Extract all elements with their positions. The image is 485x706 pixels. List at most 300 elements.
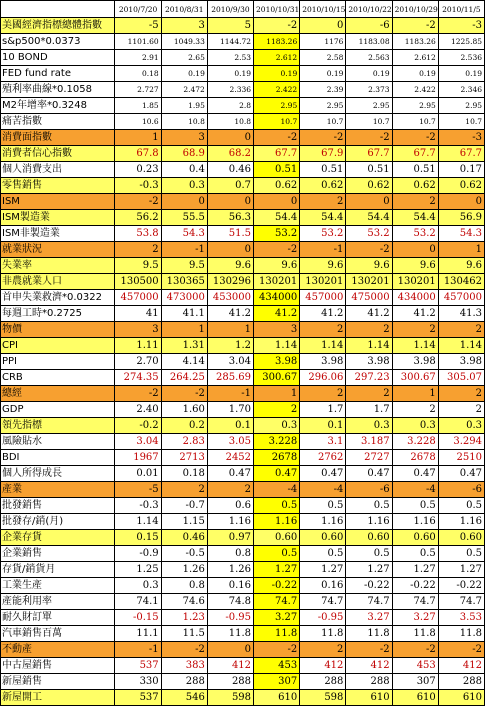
value-cell[interactable]: -2 bbox=[300, 130, 346, 146]
value-cell[interactable]: 2.95 bbox=[254, 98, 300, 114]
value-cell[interactable]: 1.25 bbox=[115, 562, 161, 578]
value-cell[interactable]: 0 bbox=[346, 194, 392, 210]
value-cell[interactable]: 412 bbox=[438, 658, 484, 674]
indicator-label-cell[interactable]: 存貨/銷貨月 bbox=[1, 562, 115, 578]
value-cell[interactable]: 1.27 bbox=[438, 562, 484, 578]
value-cell[interactable]: 1.2 bbox=[207, 338, 253, 354]
value-cell[interactable]: 74.7 bbox=[346, 594, 392, 610]
value-cell[interactable]: 0.2 bbox=[161, 418, 207, 434]
value-cell[interactable]: 598 bbox=[300, 690, 346, 706]
value-cell[interactable]: 2 bbox=[300, 194, 346, 210]
value-cell[interactable]: 9.6 bbox=[207, 258, 253, 274]
value-cell[interactable]: -0.22 bbox=[392, 578, 438, 594]
value-cell[interactable]: 1.27 bbox=[392, 562, 438, 578]
value-cell[interactable]: 2 bbox=[438, 322, 484, 338]
value-cell[interactable]: 2.95 bbox=[300, 98, 346, 114]
value-cell[interactable]: 10.8 bbox=[161, 114, 207, 130]
indicator-label-cell[interactable]: 個人所得成長 bbox=[1, 466, 115, 482]
value-cell[interactable]: 130365 bbox=[161, 274, 207, 290]
value-cell[interactable]: -0.3 bbox=[115, 178, 161, 194]
value-cell[interactable]: 0.62 bbox=[438, 178, 484, 194]
value-cell[interactable]: 1183.26 bbox=[392, 34, 438, 50]
value-cell[interactable]: 288 bbox=[161, 674, 207, 690]
indicator-label-cell[interactable]: 非農就業人口 bbox=[1, 274, 115, 290]
value-cell[interactable]: 0.51 bbox=[254, 162, 300, 178]
value-cell[interactable]: 0 bbox=[300, 18, 346, 34]
indicator-label-cell[interactable]: 工業生產 bbox=[1, 578, 115, 594]
value-cell[interactable]: 3.04 bbox=[115, 434, 161, 450]
value-cell[interactable]: 3 bbox=[115, 322, 161, 338]
value-cell[interactable]: 2 bbox=[254, 402, 300, 418]
indicator-label-cell[interactable]: 每週工時*0.2725 bbox=[1, 306, 115, 322]
indicator-label-cell[interactable]: 消費面指數 bbox=[1, 130, 115, 146]
value-cell[interactable]: 1.27 bbox=[254, 562, 300, 578]
indicator-label-cell[interactable]: 批發存/銷(月) bbox=[1, 514, 115, 530]
value-cell[interactable]: 2 bbox=[300, 386, 346, 402]
value-cell[interactable]: 0.62 bbox=[300, 178, 346, 194]
value-cell[interactable]: 67.8 bbox=[115, 146, 161, 162]
value-cell[interactable]: 3.04 bbox=[207, 354, 253, 370]
value-cell[interactable]: 11.1 bbox=[115, 626, 161, 642]
value-cell[interactable]: 1.15 bbox=[161, 514, 207, 530]
value-cell[interactable]: -1 bbox=[300, 242, 346, 258]
value-cell[interactable]: 2452 bbox=[207, 450, 253, 466]
value-cell[interactable]: 0.51 bbox=[300, 162, 346, 178]
value-cell[interactable]: 67.7 bbox=[254, 146, 300, 162]
value-cell[interactable]: 0.3 bbox=[346, 418, 392, 434]
value-cell[interactable]: 3.228 bbox=[254, 434, 300, 450]
value-cell[interactable]: 53.2 bbox=[392, 226, 438, 242]
value-cell[interactable]: 610 bbox=[346, 690, 392, 706]
value-cell[interactable]: -2 bbox=[392, 642, 438, 658]
value-cell[interactable]: 54.4 bbox=[346, 210, 392, 226]
indicator-label-cell[interactable]: 風險貼水 bbox=[1, 434, 115, 450]
value-cell[interactable]: 9.6 bbox=[346, 258, 392, 274]
value-cell[interactable]: -3 bbox=[438, 130, 484, 146]
value-cell[interactable]: 0.5 bbox=[346, 498, 392, 514]
value-cell[interactable]: 0.23 bbox=[115, 162, 161, 178]
value-cell[interactable]: 2.83 bbox=[161, 434, 207, 450]
value-cell[interactable]: 1.14 bbox=[392, 338, 438, 354]
value-cell[interactable]: 67.7 bbox=[438, 146, 484, 162]
value-cell[interactable]: 0 bbox=[207, 242, 253, 258]
value-cell[interactable]: 11.8 bbox=[207, 626, 253, 642]
value-cell[interactable]: 3 bbox=[161, 130, 207, 146]
value-cell[interactable]: 0.6 bbox=[207, 498, 253, 514]
value-cell[interactable]: 1.14 bbox=[115, 514, 161, 530]
value-cell[interactable]: 1.85 bbox=[115, 98, 161, 114]
value-cell[interactable]: 51.5 bbox=[207, 226, 253, 242]
value-cell[interactable]: 264.25 bbox=[161, 370, 207, 386]
value-cell[interactable]: 2.95 bbox=[438, 98, 484, 114]
value-cell[interactable]: 53.2 bbox=[346, 226, 392, 242]
value-cell[interactable]: 1.95 bbox=[161, 98, 207, 114]
value-cell[interactable]: 2.346 bbox=[438, 82, 484, 98]
date-header-cell[interactable]: 2010/10/15 bbox=[300, 1, 346, 18]
value-cell[interactable]: -2 bbox=[392, 18, 438, 34]
indicator-label-cell[interactable]: ISM bbox=[1, 194, 115, 210]
value-cell[interactable]: -0.22 bbox=[254, 578, 300, 594]
value-cell[interactable]: 453 bbox=[254, 658, 300, 674]
value-cell[interactable]: 54.4 bbox=[392, 210, 438, 226]
value-cell[interactable]: 9.6 bbox=[438, 258, 484, 274]
value-cell[interactable]: 0.5 bbox=[438, 546, 484, 562]
value-cell[interactable]: 0.62 bbox=[392, 178, 438, 194]
value-cell[interactable]: -4 bbox=[300, 482, 346, 498]
value-cell[interactable]: 41.2 bbox=[254, 306, 300, 322]
value-cell[interactable]: 0 bbox=[207, 130, 253, 146]
indicator-label-cell[interactable]: 新屋開工 bbox=[1, 690, 115, 706]
value-cell[interactable]: 0.60 bbox=[300, 530, 346, 546]
value-cell[interactable]: 41.3 bbox=[438, 306, 484, 322]
value-cell[interactable]: 2510 bbox=[438, 450, 484, 466]
value-cell[interactable]: 0 bbox=[438, 194, 484, 210]
value-cell[interactable]: 0.15 bbox=[115, 530, 161, 546]
value-cell[interactable]: -2 bbox=[254, 18, 300, 34]
value-cell[interactable]: 0.47 bbox=[300, 466, 346, 482]
value-cell[interactable]: 41.2 bbox=[300, 306, 346, 322]
value-cell[interactable]: 2727 bbox=[346, 450, 392, 466]
value-cell[interactable]: 68.2 bbox=[207, 146, 253, 162]
value-cell[interactable]: 3.294 bbox=[438, 434, 484, 450]
value-cell[interactable]: 0.19 bbox=[392, 66, 438, 82]
value-cell[interactable]: 3.187 bbox=[346, 434, 392, 450]
value-cell[interactable]: 0.97 bbox=[207, 530, 253, 546]
value-cell[interactable]: 41.1 bbox=[161, 306, 207, 322]
value-cell[interactable]: 2 bbox=[207, 482, 253, 498]
value-cell[interactable]: 74.7 bbox=[438, 594, 484, 610]
value-cell[interactable]: -2 bbox=[346, 642, 392, 658]
value-cell[interactable]: 10.7 bbox=[254, 114, 300, 130]
value-cell[interactable]: -0.22 bbox=[346, 578, 392, 594]
value-cell[interactable]: 0.62 bbox=[346, 178, 392, 194]
value-cell[interactable]: 288 bbox=[346, 674, 392, 690]
value-cell[interactable]: 3.98 bbox=[392, 354, 438, 370]
value-cell[interactable]: -0.7 bbox=[161, 498, 207, 514]
value-cell[interactable]: 0.19 bbox=[300, 66, 346, 82]
date-header-cell[interactable]: 2010/10/31 bbox=[254, 1, 300, 18]
indicator-label-cell[interactable]: M2年增率*0.3248 bbox=[1, 98, 115, 114]
indicator-label-cell[interactable]: 10 BOND bbox=[1, 50, 115, 66]
value-cell[interactable]: 288 bbox=[300, 674, 346, 690]
value-cell[interactable]: -0.9 bbox=[115, 546, 161, 562]
value-cell[interactable]: 0.18 bbox=[161, 466, 207, 482]
value-cell[interactable]: 0.18 bbox=[115, 66, 161, 82]
value-cell[interactable]: 9.6 bbox=[300, 258, 346, 274]
value-cell[interactable]: 2.70 bbox=[115, 354, 161, 370]
value-cell[interactable]: 55.5 bbox=[161, 210, 207, 226]
value-cell[interactable]: 130201 bbox=[300, 274, 346, 290]
value-cell[interactable]: 10.8 bbox=[207, 114, 253, 130]
value-cell[interactable]: 130201 bbox=[346, 274, 392, 290]
value-cell[interactable]: 2 bbox=[300, 322, 346, 338]
indicator-label-cell[interactable]: 失業率 bbox=[1, 258, 115, 274]
value-cell[interactable]: 307 bbox=[392, 674, 438, 690]
value-cell[interactable]: 3.98 bbox=[254, 354, 300, 370]
indicator-label-cell[interactable]: BDI bbox=[1, 450, 115, 466]
value-cell[interactable]: 1225.85 bbox=[438, 34, 484, 50]
value-cell[interactable]: 1 bbox=[115, 130, 161, 146]
value-cell[interactable]: 10.7 bbox=[300, 114, 346, 130]
value-cell[interactable]: -2 bbox=[115, 194, 161, 210]
value-cell[interactable]: 0.51 bbox=[392, 162, 438, 178]
value-cell[interactable]: 1.16 bbox=[207, 514, 253, 530]
value-cell[interactable]: 3.228 bbox=[392, 434, 438, 450]
indicator-label-cell[interactable]: ISM非製造業 bbox=[1, 226, 115, 242]
value-cell[interactable]: 2.422 bbox=[392, 82, 438, 98]
value-cell[interactable]: 0.60 bbox=[392, 530, 438, 546]
value-cell[interactable]: 0.47 bbox=[392, 466, 438, 482]
value-cell[interactable]: 2.8 bbox=[207, 98, 253, 114]
value-cell[interactable]: 0.4 bbox=[161, 162, 207, 178]
value-cell[interactable]: 2.727 bbox=[115, 82, 161, 98]
value-cell[interactable]: 41 bbox=[115, 306, 161, 322]
value-cell[interactable]: 0.8 bbox=[161, 578, 207, 594]
value-cell[interactable]: 475000 bbox=[346, 290, 392, 306]
value-cell[interactable]: 412 bbox=[346, 658, 392, 674]
value-cell[interactable]: 0 bbox=[254, 194, 300, 210]
value-cell[interactable]: 1.16 bbox=[300, 514, 346, 530]
value-cell[interactable]: 412 bbox=[207, 658, 253, 674]
date-header-cell[interactable]: 2010/11/5 bbox=[438, 1, 484, 18]
value-cell[interactable]: 0.19 bbox=[207, 66, 253, 82]
indicator-label-cell[interactable]: 零售銷售 bbox=[1, 178, 115, 194]
value-cell[interactable]: 300.67 bbox=[254, 370, 300, 386]
value-cell[interactable]: 3.1 bbox=[300, 434, 346, 450]
value-cell[interactable]: 2 bbox=[300, 642, 346, 658]
value-cell[interactable]: 130500 bbox=[115, 274, 161, 290]
value-cell[interactable]: 1.14 bbox=[300, 338, 346, 354]
value-cell[interactable]: 9.6 bbox=[254, 258, 300, 274]
value-cell[interactable]: 0.47 bbox=[346, 466, 392, 482]
indicator-label-cell[interactable]: 就業狀況 bbox=[1, 242, 115, 258]
value-cell[interactable]: -2 bbox=[438, 642, 484, 658]
indicator-label-cell[interactable]: 批發銷售 bbox=[1, 498, 115, 514]
value-cell[interactable]: 0.5 bbox=[346, 546, 392, 562]
indicator-label-cell[interactable]: 總經 bbox=[1, 386, 115, 402]
value-cell[interactable]: 1.26 bbox=[161, 562, 207, 578]
value-cell[interactable]: 0 bbox=[392, 242, 438, 258]
value-cell[interactable]: 0.01 bbox=[115, 466, 161, 482]
indicator-label-cell[interactable]: GDP bbox=[1, 402, 115, 418]
value-cell[interactable]: 285.69 bbox=[207, 370, 253, 386]
value-cell[interactable]: 2678 bbox=[254, 450, 300, 466]
value-cell[interactable]: 274.35 bbox=[115, 370, 161, 386]
value-cell[interactable]: -6 bbox=[346, 18, 392, 34]
value-cell[interactable]: 2.336 bbox=[207, 82, 253, 98]
value-cell[interactable]: 0.46 bbox=[161, 530, 207, 546]
value-cell[interactable]: -2 bbox=[161, 642, 207, 658]
value-cell[interactable]: 74.1 bbox=[115, 594, 161, 610]
indicator-label-cell[interactable]: 新屋銷售 bbox=[1, 674, 115, 690]
value-cell[interactable]: 74.7 bbox=[254, 594, 300, 610]
value-cell[interactable]: 2.373 bbox=[346, 82, 392, 98]
value-cell[interactable]: 2.422 bbox=[254, 82, 300, 98]
value-cell[interactable]: 130201 bbox=[392, 274, 438, 290]
value-cell[interactable]: 56.2 bbox=[115, 210, 161, 226]
value-cell[interactable]: 1967 bbox=[115, 450, 161, 466]
value-cell[interactable]: 0.47 bbox=[207, 466, 253, 482]
value-cell[interactable]: 288 bbox=[438, 674, 484, 690]
value-cell[interactable]: 0 bbox=[207, 642, 253, 658]
value-cell[interactable]: 1183.08 bbox=[346, 34, 392, 50]
value-cell[interactable]: 0.60 bbox=[346, 530, 392, 546]
value-cell[interactable]: 0.1 bbox=[207, 418, 253, 434]
value-cell[interactable]: 3.27 bbox=[392, 610, 438, 626]
value-cell[interactable]: 74.6 bbox=[161, 594, 207, 610]
value-cell[interactable]: 0.19 bbox=[254, 66, 300, 82]
value-cell[interactable]: 307 bbox=[254, 674, 300, 690]
value-cell[interactable]: 1.7 bbox=[346, 402, 392, 418]
value-cell[interactable]: 10.7 bbox=[392, 114, 438, 130]
value-cell[interactable]: 2.563 bbox=[346, 50, 392, 66]
value-cell[interactable]: 412 bbox=[300, 658, 346, 674]
value-cell[interactable]: 2 bbox=[438, 386, 484, 402]
date-header-cell[interactable]: 2010/9/30 bbox=[207, 1, 253, 18]
value-cell[interactable]: -2 bbox=[392, 130, 438, 146]
date-header-cell[interactable]: 2010/7/20 bbox=[115, 1, 161, 18]
value-cell[interactable]: 2 bbox=[346, 322, 392, 338]
value-cell[interactable]: 0.17 bbox=[438, 162, 484, 178]
value-cell[interactable]: 0.3 bbox=[254, 418, 300, 434]
value-cell[interactable]: 2.472 bbox=[161, 82, 207, 98]
value-cell[interactable]: 0.7 bbox=[207, 178, 253, 194]
value-cell[interactable]: 3.05 bbox=[207, 434, 253, 450]
value-cell[interactable]: 1.70 bbox=[207, 402, 253, 418]
value-cell[interactable]: 54.3 bbox=[438, 226, 484, 242]
indicator-label-cell[interactable]: 殖利率曲線*0.1058 bbox=[1, 82, 115, 98]
value-cell[interactable]: 2.40 bbox=[115, 402, 161, 418]
indicator-label-cell[interactable]: 首申失業救濟*0.0322 bbox=[1, 290, 115, 306]
indicator-label-cell[interactable]: s&p500*0.0373 bbox=[1, 34, 115, 50]
value-cell[interactable]: 2.58 bbox=[300, 50, 346, 66]
value-cell[interactable]: 2713 bbox=[161, 450, 207, 466]
value-cell[interactable]: 2 bbox=[346, 386, 392, 402]
value-cell[interactable]: 11.5 bbox=[161, 626, 207, 642]
value-cell[interactable]: 9.5 bbox=[161, 258, 207, 274]
value-cell[interactable]: -5 bbox=[115, 482, 161, 498]
value-cell[interactable]: 2.95 bbox=[392, 98, 438, 114]
value-cell[interactable]: 296.06 bbox=[300, 370, 346, 386]
value-cell[interactable]: 0.5 bbox=[438, 498, 484, 514]
value-cell[interactable]: -0.95 bbox=[300, 610, 346, 626]
value-cell[interactable]: 297.23 bbox=[346, 370, 392, 386]
value-cell[interactable]: 1.16 bbox=[346, 514, 392, 530]
indicator-label-cell[interactable]: 不動產 bbox=[1, 642, 115, 658]
value-cell[interactable]: 53.8 bbox=[115, 226, 161, 242]
value-cell[interactable]: 67.9 bbox=[300, 146, 346, 162]
value-cell[interactable]: 1.26 bbox=[207, 562, 253, 578]
value-cell[interactable]: 1.14 bbox=[254, 338, 300, 354]
value-cell[interactable]: -2 bbox=[254, 130, 300, 146]
value-cell[interactable]: 130201 bbox=[254, 274, 300, 290]
indicator-label-cell[interactable]: CRB bbox=[1, 370, 115, 386]
value-cell[interactable]: 2.91 bbox=[115, 50, 161, 66]
value-cell[interactable]: 2 bbox=[392, 194, 438, 210]
indicator-label-cell[interactable]: 消費者信心指數 bbox=[1, 146, 115, 162]
value-cell[interactable]: 0.60 bbox=[254, 530, 300, 546]
value-cell[interactable]: -3 bbox=[438, 18, 484, 34]
value-cell[interactable]: 67.7 bbox=[346, 146, 392, 162]
value-cell[interactable]: 2678 bbox=[392, 450, 438, 466]
value-cell[interactable]: 54.3 bbox=[161, 226, 207, 242]
value-cell[interactable]: -2 bbox=[161, 386, 207, 402]
value-cell[interactable]: 11.8 bbox=[438, 626, 484, 642]
value-cell[interactable]: 54.4 bbox=[254, 210, 300, 226]
value-cell[interactable]: 2762 bbox=[300, 450, 346, 466]
value-cell[interactable]: 0.5 bbox=[254, 498, 300, 514]
value-cell[interactable]: -2 bbox=[346, 242, 392, 258]
value-cell[interactable]: 1.23 bbox=[161, 610, 207, 626]
indicator-label-cell[interactable]: 企業存貨 bbox=[1, 530, 115, 546]
value-cell[interactable]: -0.15 bbox=[115, 610, 161, 626]
value-cell[interactable]: 41.2 bbox=[207, 306, 253, 322]
value-cell[interactable]: 1.27 bbox=[300, 562, 346, 578]
value-cell[interactable]: 1.60 bbox=[161, 402, 207, 418]
indicator-label-cell[interactable]: 個人消費支出 bbox=[1, 162, 115, 178]
indicator-label-cell[interactable]: 產能利用率 bbox=[1, 594, 115, 610]
value-cell[interactable]: 1183.26 bbox=[254, 34, 300, 50]
indicator-label-cell[interactable]: 領先指標 bbox=[1, 418, 115, 434]
value-cell[interactable]: 41.2 bbox=[346, 306, 392, 322]
value-cell[interactable]: 1049.33 bbox=[161, 34, 207, 50]
value-cell[interactable]: 10.6 bbox=[115, 114, 161, 130]
value-cell[interactable]: 11.8 bbox=[346, 626, 392, 642]
indicator-label-cell[interactable]: 中古屋銷售 bbox=[1, 658, 115, 674]
value-cell[interactable]: 3 bbox=[254, 322, 300, 338]
value-cell[interactable]: -2 bbox=[254, 242, 300, 258]
value-cell[interactable]: 0.47 bbox=[254, 466, 300, 482]
value-cell[interactable]: 2 bbox=[161, 482, 207, 498]
indicator-label-cell[interactable]: 痛苦指數 bbox=[1, 114, 115, 130]
value-cell[interactable]: 537 bbox=[115, 658, 161, 674]
value-cell[interactable]: 0.19 bbox=[161, 66, 207, 82]
value-cell[interactable]: 1101.60 bbox=[115, 34, 161, 50]
value-cell[interactable]: -1 bbox=[207, 386, 253, 402]
value-cell[interactable]: 2 bbox=[115, 242, 161, 258]
value-cell[interactable]: 2.612 bbox=[254, 50, 300, 66]
value-cell[interactable]: 0 bbox=[161, 194, 207, 210]
value-cell[interactable]: 546 bbox=[161, 690, 207, 706]
value-cell[interactable]: 0.3 bbox=[115, 578, 161, 594]
value-cell[interactable]: 10.7 bbox=[438, 114, 484, 130]
value-cell[interactable]: 305.07 bbox=[438, 370, 484, 386]
value-cell[interactable]: 9.5 bbox=[115, 258, 161, 274]
value-cell[interactable]: 41.2 bbox=[392, 306, 438, 322]
value-cell[interactable]: 598 bbox=[207, 690, 253, 706]
value-cell[interactable]: 1.27 bbox=[346, 562, 392, 578]
indicator-label-cell[interactable]: 物價 bbox=[1, 322, 115, 338]
value-cell[interactable]: 2.95 bbox=[346, 98, 392, 114]
indicator-label-cell[interactable]: PPI bbox=[1, 354, 115, 370]
value-cell[interactable]: 2 bbox=[438, 402, 484, 418]
value-cell[interactable]: 3.98 bbox=[300, 354, 346, 370]
value-cell[interactable]: 0.8 bbox=[207, 546, 253, 562]
value-cell[interactable]: 0.5 bbox=[254, 546, 300, 562]
value-cell[interactable]: 473000 bbox=[161, 290, 207, 306]
value-cell[interactable]: 0.19 bbox=[346, 66, 392, 82]
value-cell[interactable]: -2 bbox=[115, 386, 161, 402]
value-cell[interactable]: -0.95 bbox=[207, 610, 253, 626]
value-cell[interactable]: 0.5 bbox=[392, 498, 438, 514]
value-cell[interactable]: 2.65 bbox=[161, 50, 207, 66]
value-cell[interactable]: -0.2 bbox=[115, 418, 161, 434]
value-cell[interactable]: 56.9 bbox=[438, 210, 484, 226]
value-cell[interactable]: 11.8 bbox=[300, 626, 346, 642]
value-cell[interactable]: 1.16 bbox=[254, 514, 300, 530]
value-cell[interactable]: -1 bbox=[115, 642, 161, 658]
value-cell[interactable]: 74.8 bbox=[207, 594, 253, 610]
